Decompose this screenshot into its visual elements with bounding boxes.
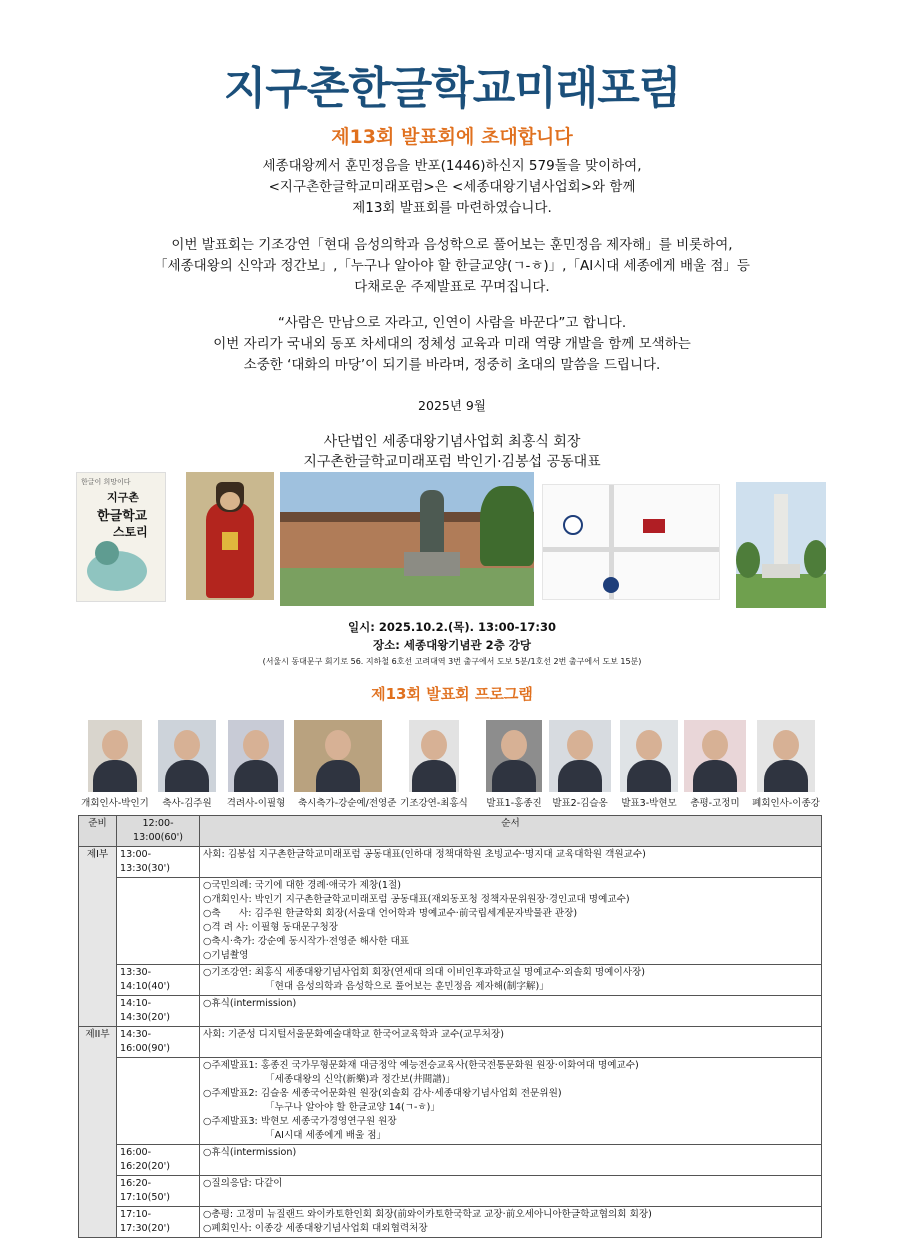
speaker-caption: 폐회인사-이종강: [752, 798, 820, 809]
intro-line: 다채로운 주제발표로 꾸며집니다.: [354, 279, 550, 295]
intro-line: “사람은 만남으로 자라고, 인연이 사람을 바꾼다”고 합니다.: [277, 315, 627, 331]
speaker-photo: [158, 720, 216, 792]
speaker-caption: 개회인사-박인기: [81, 798, 149, 809]
speaker-caption: 격려사-이필형: [226, 798, 286, 809]
invitation-subtitle: 제13회 발표회에 초대합니다: [331, 126, 573, 148]
list-item: ○주제발표1: 홍종진 국가무형문화재 대금정악 예능전승교육사(한국전통문화원 원장·이화여대 명예교수): [203, 1060, 639, 1071]
speaker-caption: 기조강연-최홍식: [400, 798, 468, 809]
order-cell: 사회: 김봉섭 지구촌한글학교미래포럼 공동대표(인하대 정책대학원 초빙교수·명지대 교육대학원 객원교수): [200, 847, 822, 878]
table-row: [79, 1027, 822, 1058]
intro-line: 이번 발표회는 기조강연「현대 음성의학과 음성학으로 풀어보는 훈민정음 제자해」를 비롯하여,: [171, 237, 733, 253]
table-cell: 12:00-13:00(60'): [117, 816, 200, 847]
intro-paragraph-3: [40, 313, 864, 376]
book-cover-title-3: 스토리: [113, 525, 148, 539]
order-cell: ○질의응답: 다같이: [200, 1176, 822, 1207]
location-map: [542, 484, 720, 600]
table-row: [79, 878, 822, 965]
forum-title: 지구촌한글학교미래포럼: [223, 63, 681, 114]
list-item: ○폐회인사: 이종강 세종대왕기념사업회 대외협력처장: [203, 1223, 428, 1234]
event-datetime: 일시: 2025.10.2.(목). 13:00-17:30: [348, 620, 556, 634]
intro-line: 제13회 발표회를 마련하였습니다.: [352, 200, 552, 216]
list-item: ○국민의례: 국기에 대한 경례·애국가 제창(1절): [203, 880, 401, 891]
table-row: [79, 1207, 822, 1238]
intro-line: 이번 자리가 국내외 동포 차세대의 정체성 교육과 미래 역량 개발을 함께 모색하는: [213, 336, 691, 352]
list-item: ○개회인사: 박인기 지구촌한글학교미래포럼 공동대표(재외동포청 정책자문위원장·경인교대 명예교수): [203, 894, 630, 905]
order-cell: [200, 1207, 822, 1238]
program-title: 제13회 발표회 프로그램: [371, 685, 533, 703]
speaker-photo: [549, 720, 611, 792]
list-item: 「세종대왕의 신악(新樂)과 정간보(井間譜)」: [265, 1074, 456, 1085]
intro-line: 「세종대왕의 신악과 정간보」,「누구나 알아야 할 한글교양(ㄱ-ㅎ)」,「AI시대 세종에게 배울 점」등: [154, 258, 750, 274]
speaker-caption: 발표1-홍종진: [486, 798, 542, 809]
table-row: [79, 965, 822, 996]
monument-photo: [736, 482, 826, 608]
book-cover-tagline: 한글이 희망이다: [81, 478, 131, 486]
list-item: ○주제발표3: 박현모 세종국가경영연구원 원장: [203, 1116, 397, 1127]
event-place: 장소: 세종대왕기념관 2층 강당: [373, 638, 531, 652]
list-item: ○축 사: 김주원 한글학회 회장(서울대 언어학과 명예교수·前국립세계문자박물관 관장): [203, 908, 578, 919]
table-row: [79, 816, 822, 847]
time-cell: [117, 878, 200, 965]
time-cell: 13:00-13:30(30'): [117, 847, 200, 878]
part-label: 제I부: [79, 847, 117, 1027]
part-label: 제II부: [79, 1027, 117, 1238]
table-cell: 준비: [79, 816, 117, 847]
list-item: 「AI시대 세종에게 배울 점」: [265, 1130, 387, 1141]
event-directions: (서울시 동대문구 회기로 56. 지하철 6호선 고려대역 3번 출구에서 도보 5분/1호선 2번 출구에서 도보 15분): [262, 657, 642, 666]
table-cell: 순서: [200, 816, 822, 847]
table-row: [79, 847, 822, 878]
order-cell: [200, 1058, 822, 1145]
list-item: ○축시·축가: 강순예 동시작가·전영준 해사한 대표: [203, 936, 409, 947]
intro-paragraph-1: [40, 156, 864, 219]
table-row: [79, 1176, 822, 1207]
book-cover-title-1: 지구촌: [107, 491, 139, 504]
invitation-date: 2025년 9월: [418, 398, 486, 413]
signature-line-1: 사단법인 세종대왕기념사업회 최홍식 회장: [323, 434, 581, 450]
book-cover-title-2: 한글학교: [97, 509, 148, 524]
order-cell: 사회: 기준성 디지털서울문화예술대학교 한국어교육학과 교수(교무처장): [200, 1027, 822, 1058]
order-cell: [200, 878, 822, 965]
speaker-photo: [620, 720, 678, 792]
speaker-photo: [757, 720, 815, 792]
program-table: [78, 815, 822, 1238]
speaker-photo: [88, 720, 142, 792]
table-row: [79, 996, 822, 1027]
memorial-hall-photo: [280, 472, 534, 606]
speaker-photo: [294, 720, 382, 792]
intro-line: <지구촌한글학교미래포럼>은 <세종대왕기념사업회>와 함께: [268, 179, 636, 195]
table-row: [79, 1145, 822, 1176]
speaker-caption: 축사-김주원: [162, 798, 212, 809]
speaker-caption: 발표3-박현모: [621, 798, 677, 809]
speaker-photo: [684, 720, 746, 792]
time-cell: 17:10-17:30(20'): [117, 1207, 200, 1238]
list-item: 「현대 음성의학과 음성학으로 풀어보는 훈민정음 제자해(制字解)」: [265, 981, 549, 992]
list-item: ○격 려 사: 이필형 동대문구청장: [203, 922, 339, 933]
order-cell: ○휴식(intermission): [200, 1145, 822, 1176]
king-sejong-portrait: [186, 472, 274, 600]
table-row: [79, 1058, 822, 1145]
time-cell: 16:20-17:10(50'): [117, 1176, 200, 1207]
speaker-caption: 총평-고정미: [690, 798, 740, 809]
signature-line-2: 지구촌한글학교미래포럼 박인기·김봉섭 공동대표: [303, 454, 601, 470]
time-cell: 14:10-14:30(20'): [117, 996, 200, 1027]
speaker-caption: 발표2-김슬옹: [552, 798, 608, 809]
list-item: ○총평: 고정미 뉴질랜드 와이카토한인회 회장(前와이카토한국학교 교장·前오세아니아한글학교협의회 회장): [203, 1209, 652, 1220]
list-item: ○주제발표2: 김슬옹 세종국어문화원 원장(외솔회 감사·세종대왕기념사업회 전문위원): [203, 1088, 562, 1099]
order-cell: [200, 965, 822, 996]
speaker-photo: [228, 720, 284, 792]
time-cell: [117, 1058, 200, 1145]
book-cover-image: [76, 472, 166, 602]
list-item: ○기조강연: 최홍식 세종대왕기념사업회 회장(연세대 의대 이비인후과학교실 명예교수·외솔회 명예이사장): [203, 967, 645, 978]
intro-line: 소중한 ‘대화의 마당’이 되기를 바라며, 정중히 초대의 말씀을 드립니다.: [243, 357, 661, 373]
time-cell: 13:30-14:10(40'): [117, 965, 200, 996]
time-cell: 14:30-16:00(90'): [117, 1027, 200, 1058]
speaker-caption: 축시축가-강순예/전영준: [298, 798, 397, 809]
list-item: 「누구나 알아야 할 한글교양 14(ㄱ-ㅎ)」: [265, 1102, 441, 1113]
time-cell: 16:00-16:20(20'): [117, 1145, 200, 1176]
list-item: ○기념촬영: [203, 950, 249, 961]
intro-line: 세종대왕께서 훈민정음을 반포(1446)하신지 579돌을 맞이하여,: [262, 158, 642, 174]
intro-paragraph-2: [40, 235, 864, 298]
order-cell: ○휴식(intermission): [200, 996, 822, 1027]
speaker-photo: [409, 720, 459, 792]
speaker-photo: [486, 720, 542, 792]
